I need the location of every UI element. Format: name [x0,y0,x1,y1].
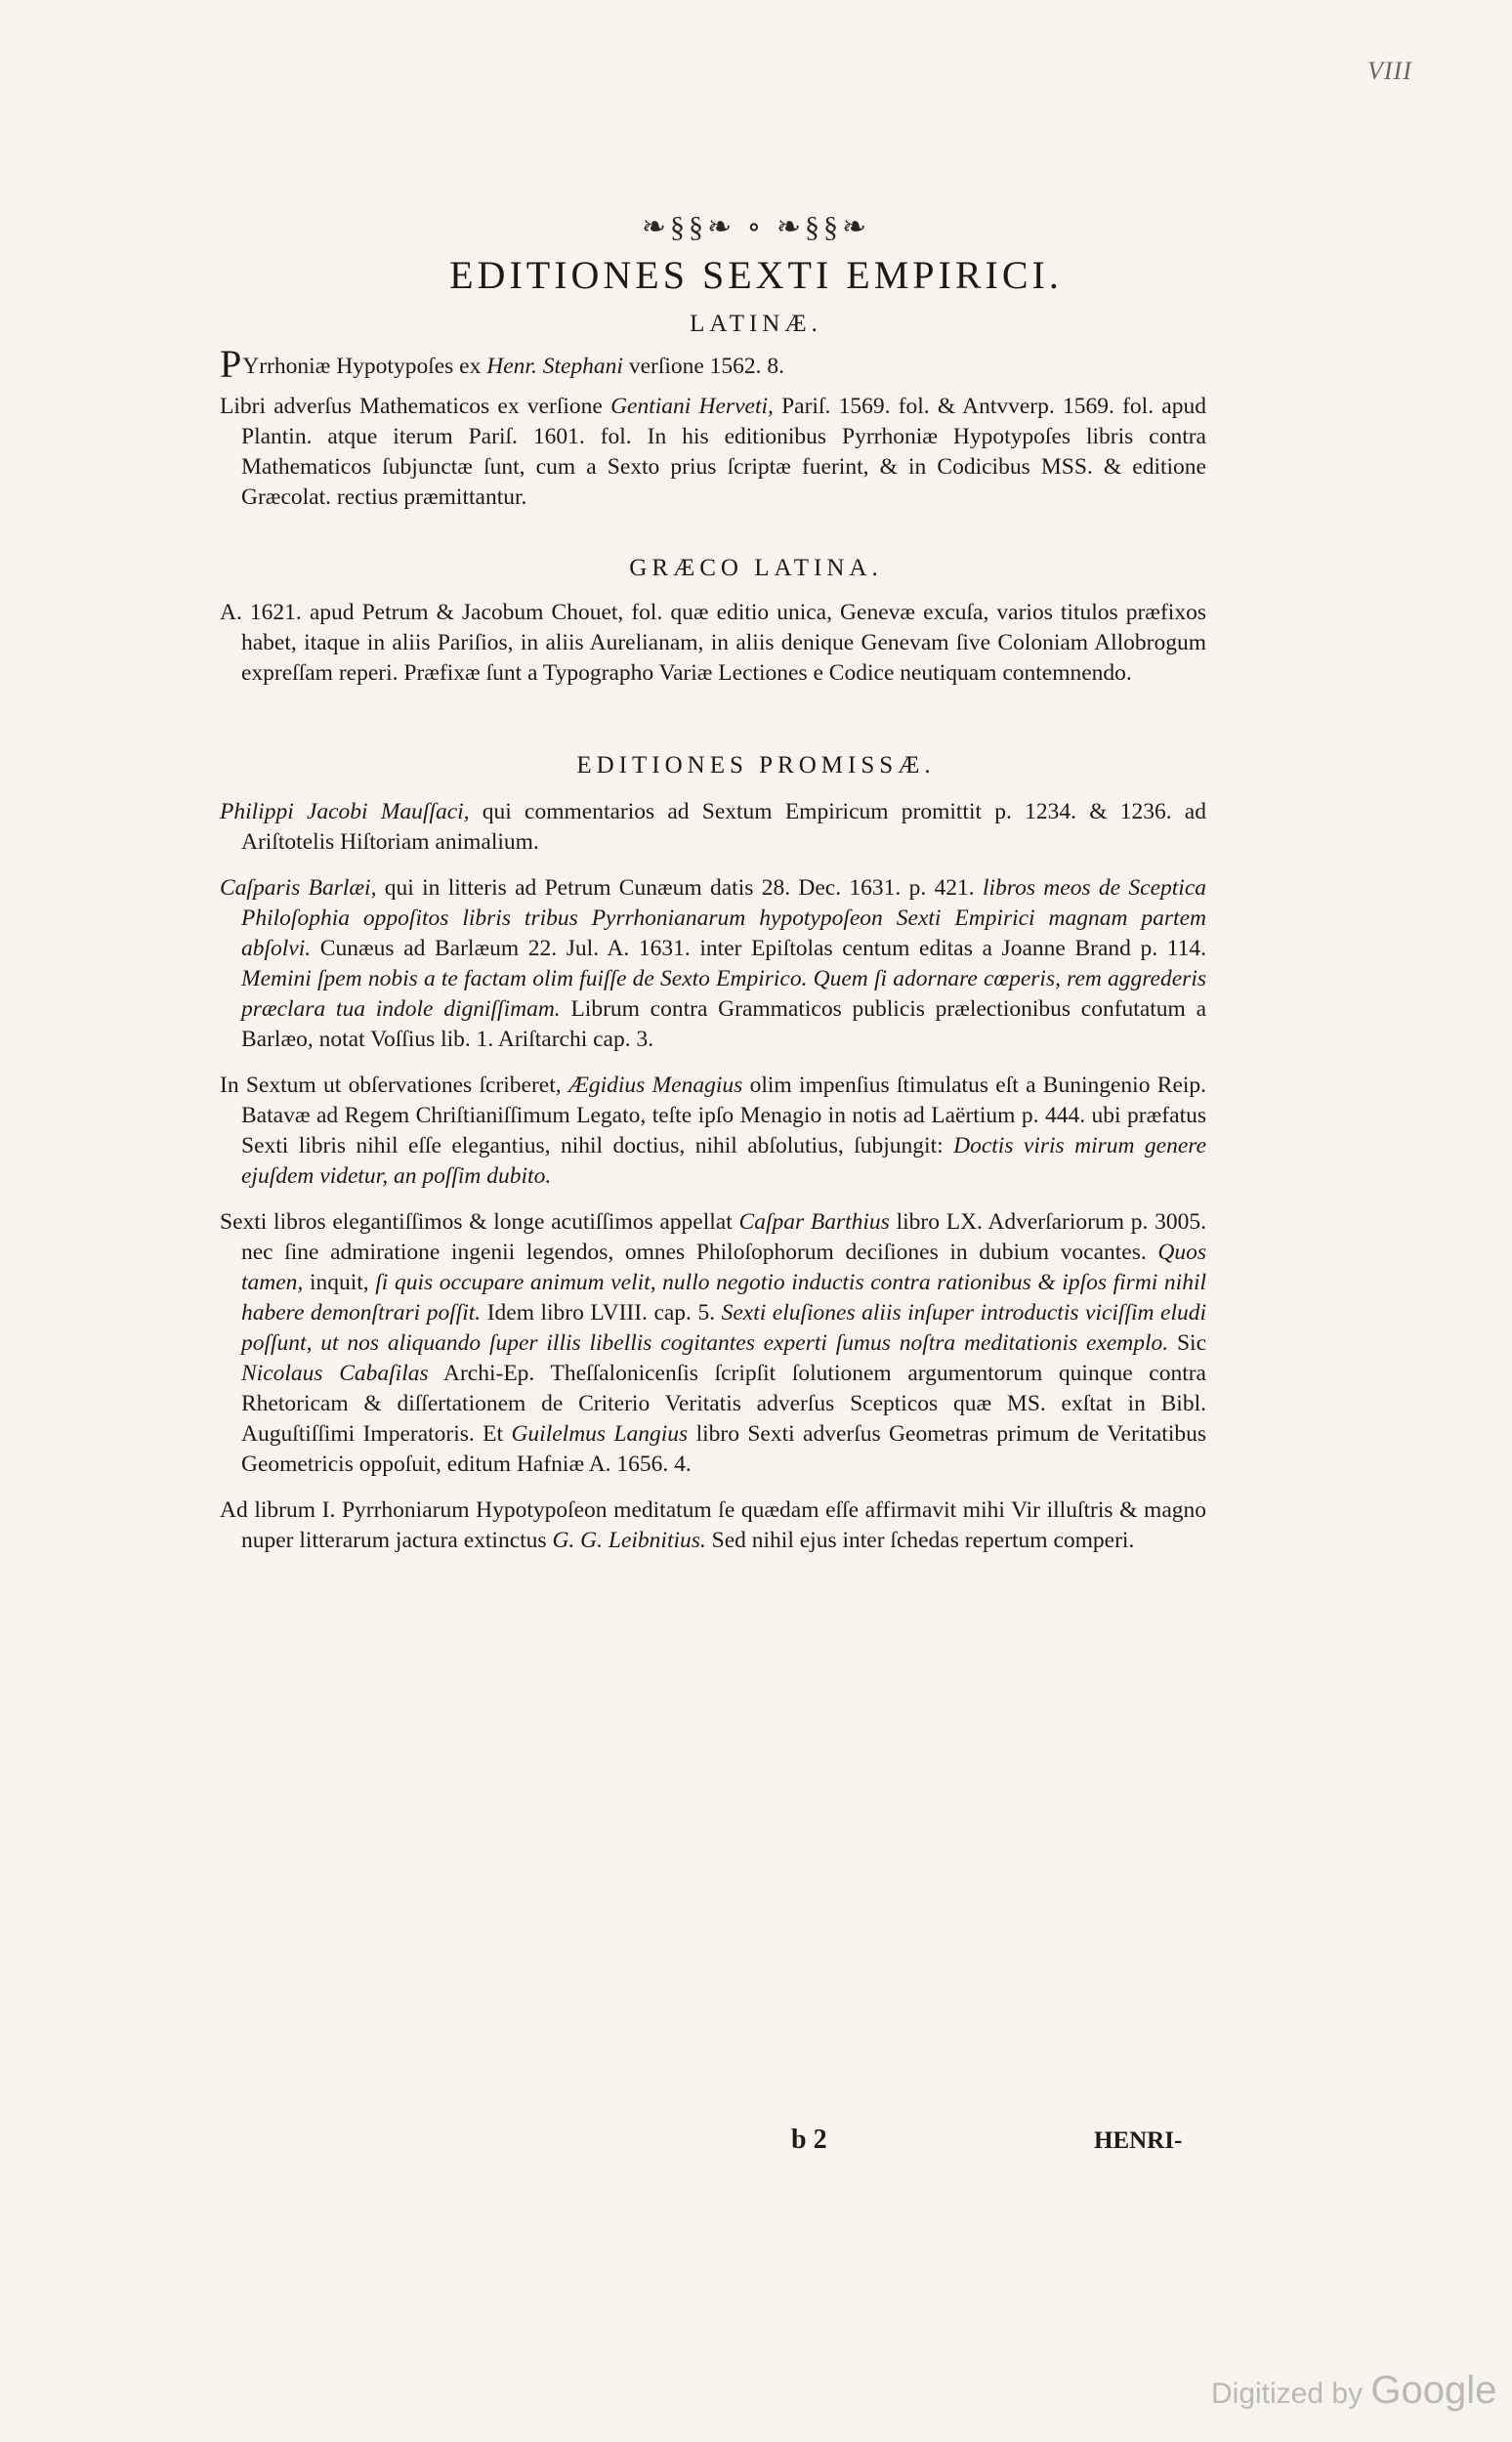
entry-hypotyposes: PYrrhoniæ Hypotypoſes ex Henr. Stephani verſione 1562. 8. [220,342,785,386]
google-logo: Google [1370,2369,1497,2412]
digitized-watermark [1211,2369,1496,2413]
entry-barthius: Sexti libros elegantiſſimos & longe acutiſſimos appellat Caſpar Barthius libro LX. Adverſariorum p. 3005. nec ſine admiratione ingenii legendos, omnes Philoſophorum deciſiones in dubium vocantes. Quos tamen, inquit, ſi quis occupare animum velit, nullo negotio inductis contra rationibus & ipſos firmi nihil habere demonſtrari poſſit. Idem libro LVIII. cap. 5. Sexti eluſiones aliis inſuper introductis viciſſim eludi poſſunt, ut nos aliquando ſuper illis libellis cogitantes experti ſumus noſtra meditationis exemplo. Sic Nicolaus Cabaſilas Archi-Ep. Theſſalonicenſis ſcripſit ſolutionem argumentorum quinque contra Rhetoricam & diſſertationem de Criterio Veritatis adverſus Scepticos quæ MS. exſtat in Bibl. Auguſtiſſimi Imperatoris. Et Guilelmus Langius libro Sexti adverſus Geometras primum de Veritatibus Geometricis oppoſuit, editum Hafniæ A. 1656. 4. [220,1209,1207,1477]
page-mark: VIII [1367,57,1412,85]
entry-maussac: Philippi Jacobi Mauſſaci, qui commentarios ad Sextum Empiricum promittit p. 1234. & 1236. ad Ariſtotelis Hiſtoriam animalium. [220,799,1206,855]
signature-mark: b 2 [791,2125,827,2155]
section-graecolatina [220,598,1206,689]
section-latinae [220,342,1206,513]
heading-promissae: EDITIONES PROMISSÆ. [576,752,936,779]
page-title: EDITIONES SEXTI EMPIRICI. [449,253,1063,297]
entry-chouet-1621: A. 1621. apud Petrum & Jacobum Chouet, fol. quæ editio unica, Genevæ excuſa, varios titulos præfixos habet, itaque in aliis Pariſios, in aliis Aurelianam, in aliis denique Genevam ſive Coloniam Allobrogum expreſſam reperi. Præfixæ ſunt a Typographo Variæ Lectiones e Codice neutiquam contemnendo. [220,600,1206,686]
watermark-prefix: Digitized by [1211,2378,1364,2410]
entry-barlaeus: Caſparis Barlæi, qui in litteris ad Petrum Cunæum datis 28. Dec. 1631. p. 421. libros meos de Sceptica Philoſophia oppoſitos libris tribus Pyrrhonianarum hypotypoſeon Sexti Empirici magnam partem abſolvi. Cunæus ad Barlæum 22. Jul. A. 1631. inter Epiſtolas centum editas a Joanne Brand p. 114. Memini ſpem nobis a te factam olim fuiſſe de Sexto Empirico. Quem ſi adornare cœperis, rem aggrederis præclara tua indole digniſſimam. Librum contra Grammaticos publicis prælectionibus confutatum a Barlæo, notat Voſſius lib. 1. Ariſtarchi cap. 3. [220,875,1207,1052]
entry-menagius: In Sextum ut obſervationes ſcriberet, Ægidius Menagius olim impenſius ſtimulatus eſt a Buningenio Reip. Batavæ ad Regem Chriſtianiſſimum Legato, teſte ipſo Menagio in notis ad Laërtium p. 444. ubi præfatus Sexti libris nihil eſſe elegantius, nihil doctius, nihil abſolutius, ſubjungit: Doctis viris mirum genere ejuſdem videtur, an poſſim dubito. [220,1073,1207,1189]
heading-graecolatina: GRÆCO LATINA. [629,555,883,581]
entry-leibnitius: Ad librum I. Pyrrhoniarum Hypotypoſeon meditatum ſe quædam eſſe affirmavit mihi Vir illuſtris & magno nuper litterarum jactura extinctus G. G. Leibnitius. Sed nihil ejus inter ſchedas repertum comperi. [220,1497,1206,1553]
catchword: HENRI- [1094,2127,1183,2154]
entry-mathematicos: Libri adverſus Mathematicos ex verſione Gentiani Herveti, Pariſ. 1569. fol. & Antvverp. 1569. fol. apud Plantin. atque iterum Pariſ. 1601. fol. In his editionibus Pyrrhoniæ Hypotypoſes libris contra Mathematicos ſubjunctæ ſunt, cum a Sexto prius ſcriptæ fuerint, & in Codicibus MSS. & editione Græcolat. rectius præmittantur. [220,394,1206,510]
drop-cap: P [220,342,242,386]
section-promissae [220,797,1206,1556]
heading-latinae: LATINÆ. [690,311,822,337]
head-ornament: ❧§§❧ ∘ ❧§§❧ [641,211,871,243]
